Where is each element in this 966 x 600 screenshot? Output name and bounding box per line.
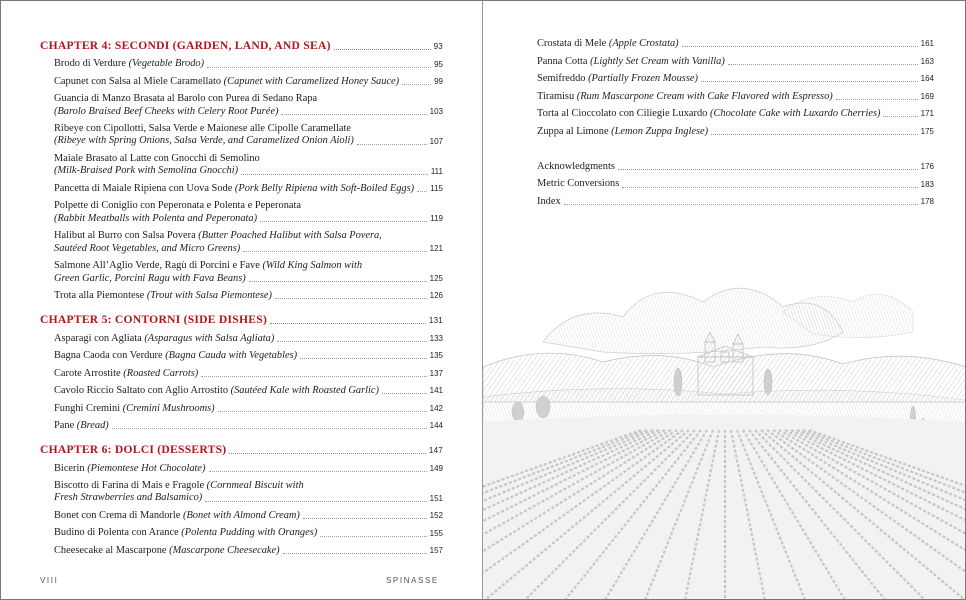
page-number: 137 bbox=[429, 368, 443, 378]
folio-title: SPINASSE bbox=[386, 576, 439, 585]
toc-entry bbox=[537, 56, 934, 68]
italian-title: Acknowledgments bbox=[537, 160, 615, 172]
toc-entry bbox=[40, 527, 443, 539]
entry-text bbox=[54, 93, 317, 105]
entry-text bbox=[54, 492, 202, 504]
english-title: (Partially Frozen Mousse) bbox=[588, 73, 698, 84]
entry-text bbox=[54, 123, 351, 135]
dot-leader bbox=[277, 341, 426, 342]
table-of-contents-right bbox=[537, 38, 934, 208]
page-number: 125 bbox=[429, 273, 443, 283]
backmatter-entry bbox=[537, 196, 934, 208]
english-title: (Rabbit Meatballs with Polenta and Peperonata) bbox=[54, 212, 258, 224]
italian-title: Pancetta di Maiale Ripiena con Uova Sode bbox=[54, 182, 235, 194]
entry-text bbox=[54, 58, 204, 70]
page-number: 121 bbox=[429, 244, 443, 254]
english-title: Sautéed Root Vegetables, and Micro Greens) bbox=[54, 242, 241, 254]
english-title: (Mascarpone Cheesecake) bbox=[169, 544, 280, 556]
right-page bbox=[483, 0, 966, 600]
dot-leader bbox=[209, 471, 427, 472]
entry-text bbox=[54, 385, 379, 397]
italian-title: Halibut al Burro con Salsa Povera bbox=[54, 230, 199, 242]
page-number: 175 bbox=[920, 126, 934, 136]
page-number: 131 bbox=[428, 316, 443, 326]
dot-leader bbox=[249, 281, 427, 282]
table-of-contents-left bbox=[40, 39, 443, 557]
english-title: (Bonet with Almond Cream) bbox=[183, 509, 300, 521]
backmatter-entry bbox=[537, 161, 934, 173]
italian-title: Cavolo Riccio Saltato con Aglio Arrostito bbox=[54, 385, 231, 397]
page-number: 152 bbox=[429, 511, 443, 521]
english-title: (Asparagus with Salsa Agliata) bbox=[144, 332, 275, 344]
toc-entry bbox=[537, 108, 934, 120]
dot-leader bbox=[218, 411, 427, 412]
page-number: 141 bbox=[429, 386, 443, 396]
entry-text bbox=[537, 178, 619, 190]
entry-text bbox=[54, 243, 240, 255]
dot-leader bbox=[883, 116, 917, 117]
dot-leader bbox=[281, 114, 426, 115]
backmatter-entry bbox=[537, 178, 934, 190]
toc-entry bbox=[537, 91, 934, 103]
page-number: 157 bbox=[429, 546, 443, 556]
dot-leader bbox=[564, 204, 918, 205]
italian-title: Crostata di Mele bbox=[537, 38, 609, 49]
page-number: 111 bbox=[430, 166, 443, 176]
page-number: 115 bbox=[430, 184, 443, 194]
chapter-heading bbox=[40, 313, 443, 327]
italian-title: Zuppa al Limone bbox=[537, 125, 612, 137]
entry-text bbox=[54, 403, 215, 415]
dot-leader bbox=[283, 553, 427, 554]
entry-text bbox=[54, 510, 300, 522]
page-number: 133 bbox=[429, 333, 443, 343]
italian-title: Bicerin bbox=[54, 462, 88, 474]
italian-title: Tiramisu bbox=[537, 90, 577, 102]
page-number: 155 bbox=[429, 528, 443, 538]
entry-text bbox=[54, 368, 198, 380]
dot-leader bbox=[836, 99, 918, 100]
italian-title: Brodo di Verdure bbox=[54, 58, 129, 70]
chapter-heading bbox=[40, 39, 443, 53]
dot-leader bbox=[207, 67, 431, 68]
page-number: 144 bbox=[429, 421, 443, 431]
italian-title: Guancia di Manzo Brasata al Barolo con Purea di Sedano Rapa bbox=[54, 93, 318, 105]
english-title: (Vegetable Brodo) bbox=[128, 58, 205, 70]
toc-entry-continuation bbox=[40, 243, 443, 255]
toc-entry bbox=[40, 76, 443, 88]
entry-text bbox=[54, 106, 278, 118]
english-title: (Chocolate Cake with Luxardo Cherries) bbox=[709, 108, 881, 119]
dot-leader bbox=[357, 144, 427, 145]
italian-title: Asparagi con Agliata bbox=[54, 332, 145, 344]
dot-leader bbox=[728, 64, 918, 65]
toc-entry bbox=[40, 123, 443, 135]
english-title: (Piemontese Hot Chocolate) bbox=[87, 462, 206, 474]
entry-text bbox=[54, 545, 280, 557]
entry-text bbox=[537, 91, 833, 103]
page-number: 135 bbox=[429, 351, 443, 361]
dot-leader bbox=[334, 49, 431, 50]
page-number: 169 bbox=[920, 91, 934, 101]
dot-leader bbox=[303, 518, 427, 519]
entry-text bbox=[54, 200, 301, 212]
entry-text bbox=[54, 333, 274, 345]
toc-entry bbox=[40, 403, 443, 415]
folio-number: VIII bbox=[40, 576, 59, 585]
english-title: (Rum Mascarpone Cream with Cake Flavored with Espresso) bbox=[576, 90, 833, 102]
toc-entry-continuation bbox=[40, 273, 443, 285]
chapter-title: CHAPTER 6: DOLCI (DESSERTS) bbox=[40, 443, 227, 457]
chapter-title: CHAPTER 4: SECONDI (GARDEN, LAND, AND SEA) bbox=[40, 39, 331, 52]
dot-leader bbox=[205, 501, 426, 502]
italian-title: Metric Conversions bbox=[537, 178, 620, 190]
dot-leader bbox=[260, 221, 427, 222]
dot-leader bbox=[243, 251, 426, 252]
english-title: (Apple Crostata) bbox=[608, 38, 679, 49]
english-title: (Barolo Braised Beef Cheeks with Celery Root Purée) bbox=[54, 105, 279, 117]
page-number: 107 bbox=[429, 136, 443, 146]
vineyard-landscape-illustration bbox=[483, 272, 966, 600]
page-number: 126 bbox=[429, 291, 443, 301]
page-number: 149 bbox=[429, 463, 443, 473]
english-title: (Roasted Carrots) bbox=[123, 367, 199, 379]
page-number: 161 bbox=[920, 39, 934, 49]
toc-entry bbox=[537, 126, 934, 138]
dot-leader bbox=[112, 428, 427, 429]
toc-entry bbox=[40, 153, 443, 165]
entry-text bbox=[54, 463, 206, 475]
italian-title: Torta al Cioccolato con Ciliegie Luxardo bbox=[537, 108, 710, 119]
italian-title: Semifreddo bbox=[537, 73, 589, 84]
dot-leader bbox=[270, 323, 426, 324]
dot-leader bbox=[241, 174, 428, 175]
entry-text bbox=[54, 76, 399, 88]
dot-leader bbox=[201, 376, 426, 377]
dot-leader bbox=[300, 358, 427, 359]
italian-title: Salmone All’Aglio Verde, Ragù di Porcini e Fave bbox=[54, 260, 263, 272]
page-number: 151 bbox=[429, 493, 443, 503]
page-number: 142 bbox=[429, 403, 443, 413]
dot-leader bbox=[711, 134, 918, 135]
english-title: (Pork Belly Ripiena with Soft-Boiled Eggs) bbox=[234, 182, 415, 194]
entry-text bbox=[54, 183, 414, 195]
entry-text bbox=[54, 480, 304, 492]
english-title: (Cornmeal Biscuit with bbox=[206, 480, 304, 492]
chapter-heading bbox=[40, 443, 443, 457]
toc-entry bbox=[537, 73, 934, 85]
page-number: 178 bbox=[920, 197, 934, 207]
entry-text bbox=[537, 73, 698, 85]
english-title: (Lightly Set Cream with Vanilla) bbox=[590, 55, 725, 67]
english-title: (Wild King Salmon with bbox=[262, 260, 363, 272]
toc-entry bbox=[40, 420, 443, 432]
toc-entry bbox=[40, 200, 443, 212]
page-number: 99 bbox=[434, 77, 443, 86]
entry-text bbox=[54, 273, 246, 285]
toc-entry-continuation bbox=[40, 165, 443, 177]
english-title: (Sautéed Kale with Roasted Garlic) bbox=[230, 385, 379, 397]
toc-entry bbox=[40, 350, 443, 362]
toc-entry bbox=[40, 333, 443, 345]
english-title: (Capunet with Caramelized Honey Sauce) bbox=[223, 75, 400, 87]
english-title: (Ribeye with Spring Onions, Salsa Verde, and Caramelized Onion Aioli) bbox=[54, 135, 354, 147]
entry-text bbox=[54, 350, 297, 362]
entry-text bbox=[537, 196, 561, 208]
page-number: 176 bbox=[920, 162, 934, 172]
english-title: (Trout with Salsa Piemontese) bbox=[146, 290, 273, 302]
dot-leader bbox=[618, 169, 918, 170]
toc-entry-continuation bbox=[40, 492, 443, 504]
italian-title: Budino di Polenta con Arance bbox=[54, 527, 182, 539]
page-number: 171 bbox=[920, 109, 934, 119]
page-number: 95 bbox=[434, 59, 443, 69]
entry-text bbox=[537, 108, 880, 120]
english-title: Green Garlic, Porcini Ragu with Fava Beans) bbox=[54, 272, 246, 284]
entry-text bbox=[54, 153, 260, 165]
page-number: 119 bbox=[430, 214, 443, 224]
page-number: 103 bbox=[429, 106, 443, 116]
entry-text bbox=[54, 230, 382, 242]
entry-text bbox=[537, 38, 679, 50]
english-title: Fresh Strawberries and Balsamico) bbox=[54, 492, 203, 504]
english-title: (Lemon Zuppa Inglese) bbox=[611, 125, 709, 137]
dot-leader bbox=[275, 298, 427, 299]
dot-leader bbox=[682, 46, 918, 47]
page-number: 163 bbox=[920, 56, 934, 66]
italian-title: Funghi Cremini bbox=[54, 402, 123, 414]
toc-entry-continuation bbox=[40, 106, 443, 118]
english-title: (Polenta Pudding with Oranges) bbox=[181, 527, 318, 539]
page-number: 147 bbox=[428, 446, 443, 456]
english-title: (Bagna Cauda with Vegetables) bbox=[165, 350, 298, 362]
english-title: (Butter Poached Halibut with Salsa Povera, bbox=[198, 230, 382, 242]
toc-entry bbox=[40, 93, 443, 105]
english-title: (Milk-Braised Pork with Semolina Gnocchi) bbox=[54, 165, 239, 177]
dot-leader bbox=[622, 187, 917, 188]
dot-leader bbox=[417, 191, 427, 192]
left-page bbox=[0, 0, 482, 600]
entry-text bbox=[537, 126, 708, 138]
entry-text bbox=[54, 420, 109, 432]
entry-text bbox=[537, 161, 615, 173]
chapter-title: CHAPTER 5: CONTORNI (SIDE DISHES) bbox=[40, 313, 268, 327]
entry-text bbox=[54, 290, 272, 302]
toc-entry bbox=[40, 368, 443, 380]
italian-title: Ribeye con Cipollotti, Salsa Verde e Maionese alle Cipolle Caramellate bbox=[54, 123, 352, 134]
italian-title: Pane bbox=[54, 420, 77, 432]
entry-text bbox=[537, 56, 725, 68]
toc-entry-continuation bbox=[40, 213, 443, 225]
italian-title: Bonet con Crema di Mandorle bbox=[54, 509, 183, 521]
entry-text bbox=[54, 213, 257, 225]
toc-entry bbox=[40, 290, 443, 302]
page-number: 164 bbox=[920, 74, 934, 84]
page-number: 93 bbox=[433, 42, 443, 51]
dot-leader bbox=[320, 536, 426, 537]
italian-title: Bagna Caoda con Verdure bbox=[54, 350, 166, 362]
italian-title: Index bbox=[537, 195, 561, 207]
italian-title: Trota alla Piemontese bbox=[54, 290, 147, 302]
italian-title: Maiale Brasato al Latte con Gnocchi di Semolino bbox=[54, 152, 260, 164]
entry-text bbox=[54, 135, 354, 147]
italian-title: Cheesecake al Mascarpone bbox=[54, 544, 170, 556]
toc-entry bbox=[40, 58, 443, 70]
italian-title: Biscotto di Farina di Mais e Fragole bbox=[54, 480, 207, 492]
toc-entry bbox=[40, 385, 443, 397]
entry-text bbox=[54, 165, 238, 177]
toc-entry-continuation bbox=[40, 135, 443, 147]
entry-text bbox=[54, 527, 317, 539]
toc-entry bbox=[40, 183, 443, 195]
italian-title: Panna Cotta bbox=[537, 55, 591, 67]
toc-entry bbox=[537, 38, 934, 50]
toc-entry bbox=[40, 545, 443, 557]
toc-entry bbox=[40, 260, 443, 272]
page-number: 183 bbox=[920, 179, 934, 189]
toc-entry bbox=[40, 480, 443, 492]
dot-leader bbox=[701, 81, 918, 82]
italian-title: Polpette di Coniglio con Peperonata e Polenta e Peperonata bbox=[54, 200, 302, 212]
toc-entry bbox=[40, 463, 443, 475]
italian-title: Capunet con Salsa al Miele Caramellato bbox=[54, 75, 224, 87]
dot-leader bbox=[229, 453, 425, 454]
dot-leader bbox=[402, 84, 431, 85]
italian-title: Carote Arrostite bbox=[54, 367, 124, 379]
entry-text bbox=[54, 260, 362, 272]
english-title: (Bread) bbox=[76, 420, 109, 432]
english-title: (Cremini Mushrooms) bbox=[122, 402, 215, 414]
toc-entry bbox=[40, 510, 443, 522]
toc-entry bbox=[40, 230, 443, 242]
dot-leader bbox=[382, 393, 427, 394]
